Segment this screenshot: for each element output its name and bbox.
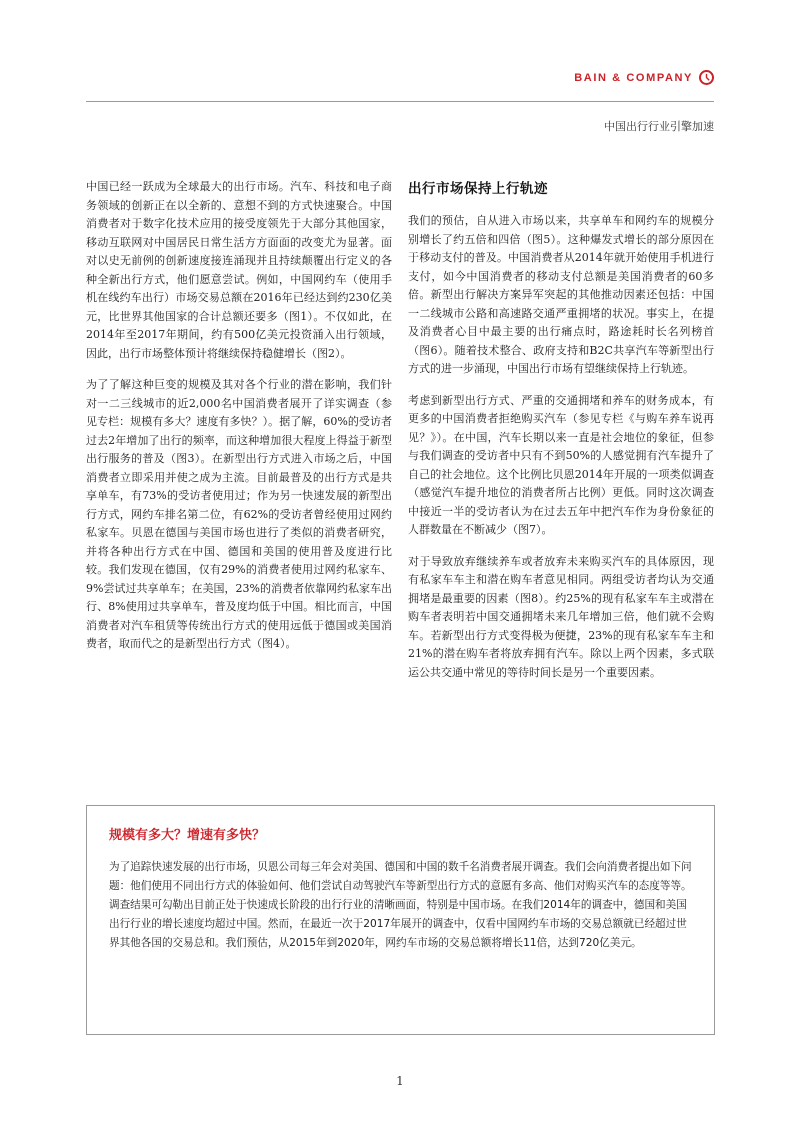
bain-compass-icon (699, 70, 714, 85)
brand-name: BAIN & COMPANY (574, 71, 693, 84)
body-paragraph: 我们的预估，自从进入市场以来，共享单车和网约车的规模分别增长了约五倍和四倍（图5）。这种爆发式增长的部分原因在于移动支付的普及。中国消费者从2014年就开始使用手机进行支付，如今中国消费者的移动支付总额是美国消费者的60多倍。新型出行解决方案异军突起的其他推动因素还包括：中国一二线城市公路和高速路交通严重拥堵的状况。事实上，在提及消费者心目中最主要的出行痛点时，路途耗时长名列榜首（图6）。随着技术整合、政府支持和B2C共享汽车等新型出行方式的进一步涌现，中国出行市场有望继续保持上行轨迹。 (408, 214, 714, 375)
sidebar-box (86, 805, 715, 1035)
header-rule (86, 101, 714, 102)
body-paragraph: 中国已经一跃成为全球最大的出行市场。汽车、科技和电子商务领域的创新正在以全新的、意想不到的方式快速聚合。中国消费者对于数字化技术应用的接受度领先于大部分其他国家，移动互联网对中国居民日常生活方方面面的改变尤为显著。面对以史无前例的创新速度接连涌现并且持续颠覆出行定义的各种全新出行方式，他们愿意尝试。例如，中国网约车（使用手机在线约车出行）市场交易总额在2016年已经达到约230亿美元，比世界其他国家的合计总额还要多（图1）。不仅如此，在2014年至2017年期间，约有500亿美元投资涌入出行领域，因此，出行市场整体预计将继续保持稳健增长（图2）。 (86, 180, 392, 360)
section-title: 出行市场保持上行轨迹 (408, 181, 548, 197)
sidebar-body: 为了追踪快速发展的出行市场，贝恩公司每三年会对美国、德国和中国的数千名消费者展开调查。我们会向消费者提出如下问题：他们使用不同出行方式的体验如何、他们尝试自动驾驶汽车等新型出行方式的意愿有多高、他们对购买汽车的态度等等。调查结果可勾勒出目前正处于快速成长阶段的出行行业的清晰画面，特别是中国市场。在我们2014年的调查中，德国和美国出行行业的增长速度均超过中国。然而，在最近一次于2017年展开的调查中，仅看中国网约车市场的交易总额就已经超过世界其他各国的交易总和。我们预估，从2015年到2020年，网约车市场的交易总额将增长11倍，达到720亿美元。 (109, 861, 692, 949)
bain-logo (574, 70, 714, 85)
body-paragraph: 考虑到新型出行方式、严重的交通拥堵和养车的财务成本，有更多的中国消费者拒绝购买汽车（参见专栏《与购车养车说再见？》）。在中国，汽车长期以来一直是社会地位的象征，但参与我们调查的受访者中只有不到50%的人感觉拥有汽车提升了自己的社会地位。这个比例比贝恩2014年开展的一项类似调查（感觉汽车提升地位的消费者所占比例）更低。同时这次调查中接近一半的受访者认为在过去五年中把汽车作为身份象征的人群数量在不断减少（图7）。 (408, 393, 714, 536)
right-column (408, 180, 714, 695)
body-paragraph: 对于导致放弃继续养车或者放弃未来购买汽车的具体原因，现有私家车车主和潜在购车者意见相同。两组受访者均认为交通拥堵是最重要的因素（图8）。约25%的现有私家车车主或潜在购车者表明若中国交通拥堵未来几年增加三倍，他们就不会购车。若新型出行方式变得极为便捷，23%的现有私家车车主和21%的潜在购车者将放弃拥有汽车。除以上两个因素，多式联运公共交通中常见的等待时间长是另一个重要因素。 (408, 554, 714, 679)
sidebar-title: 规模有多大？增速有多快？ (109, 828, 266, 843)
left-column (86, 178, 392, 667)
page-title: 中国出行行业引擎加速 (604, 120, 714, 133)
body-paragraph: 为了了解这种巨变的规模及其对各个行业的潜在影响，我们针对一二三线城市的近2,000名中国消费者展开了详实调查（参见专栏：规模有多大？速度有多快？）。据了解，60%的受访者过去2年增加了出行的频率，而这种增加很大程度上得益于新型出行服务的普及（图3）。在新型出行方式进入市场之后，中国消费者立即采用并使之成为主流。目前最普及的出行方式是共享单车，有73%的受访者使用过；作为另一快速发展的新型出行方式，网约车排名第二位，有62%的受访者曾经使用过网约私家车。贝恩在德国与美国市场也进行了类似的消费者研究，并将各种出行方式在中国、德国和美国的使用普及度进行比较。我们发现在德国，仅有29%的消费者使用过网约私家车、9%尝试过共享单车；在美国，23%的消费者依靠网约私家车出行、8%使用过共享单车，普及度均低于中国。相比而言，中国消费者对汽车租赁等传统出行方式的使用远低于德国或美国消费者，取而代之的是新型出行方式（图4）。 (86, 378, 392, 650)
page-number: 1 (396, 1074, 404, 1088)
